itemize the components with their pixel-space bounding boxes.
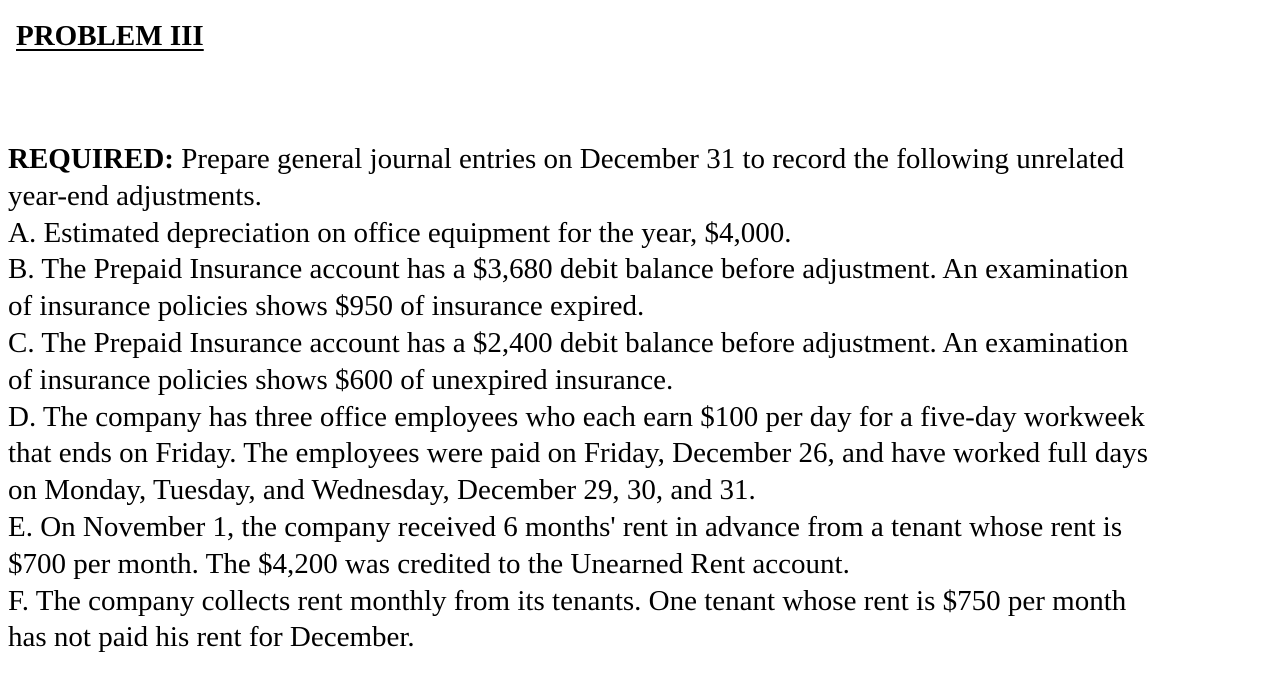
required-line (8, 141, 1266, 178)
item-line: E. On November 1, the company received 6 months' rent in advance from a tenant whose rent is (8, 510, 1123, 543)
item-line: C. The Prepaid Insurance account has a $2,400 debit balance before adjustment. An examination (8, 326, 1129, 359)
item-c (8, 325, 1266, 399)
required-paragraph (8, 141, 1266, 215)
item-e (8, 509, 1266, 583)
required-line: year-end adjustments. (8, 179, 262, 212)
item-line: F. The company collects rent monthly from its tenants. One tenant whose rent is $750 per month (8, 584, 1127, 617)
item-line: of insurance policies shows $950 of insurance expired. (8, 290, 645, 323)
item-line: on Monday, Tuesday, and Wednesday, December 29, 30, and 31. (8, 474, 756, 507)
required-label: REQUIRED: (8, 143, 174, 175)
item-f (8, 583, 1266, 657)
item-d (8, 399, 1266, 509)
item-line: has not paid his rent for December. (8, 621, 415, 654)
item-b (8, 251, 1266, 325)
problem-body (8, 141, 1266, 656)
required-text: Prepare general journal entries on December 31 to record the following unrelated (173, 143, 1125, 175)
item-line: of insurance policies shows $600 of unexpired insurance. (8, 363, 674, 396)
item-line: A. Estimated depreciation on office equipment for the year, $4,000. (8, 216, 792, 249)
item-a (8, 215, 1266, 252)
page-title: PROBLEM III (16, 20, 204, 52)
item-line: that ends on Friday. The employees were paid on Friday, December 26, and have worked full days (8, 437, 1149, 470)
item-line: B. The Prepaid Insurance account has a $3,680 debit balance before adjustment. An examination (8, 253, 1129, 286)
item-line: $700 per month. The $4,200 was credited to the Unearned Rent account. (8, 547, 850, 580)
item-line: D. The company has three office employees who each earn $100 per day for a five-day workweek (8, 400, 1145, 433)
